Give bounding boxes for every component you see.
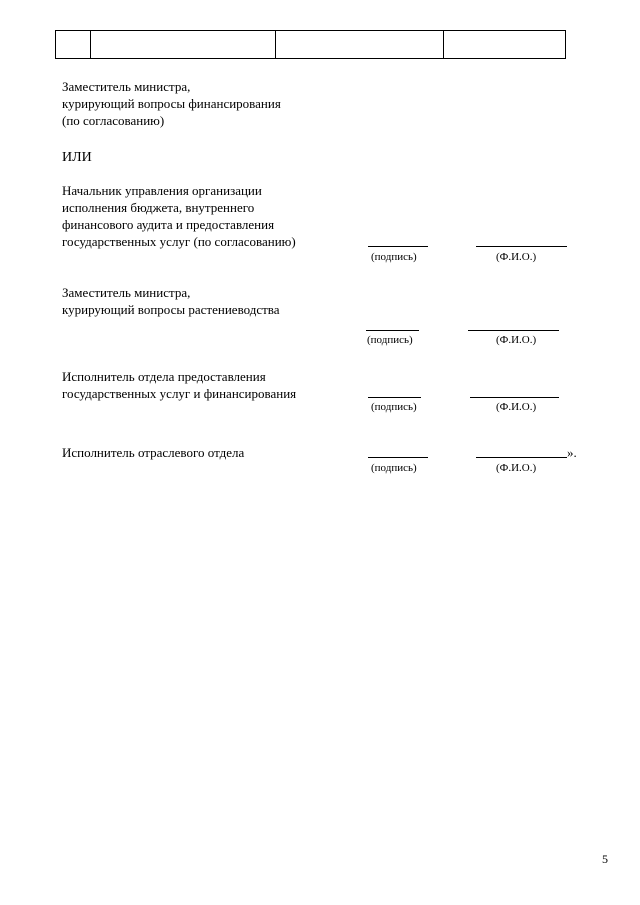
name-line — [468, 330, 559, 331]
table-row — [56, 31, 566, 59]
text-line: Заместитель министра, — [62, 79, 191, 94]
signature-line — [368, 246, 428, 247]
name-caption: (Ф.И.О.) — [496, 462, 537, 474]
table-cell — [444, 31, 566, 59]
executor-dept-block — [62, 368, 296, 402]
text-line: Исполнитель отдела предоставления — [62, 369, 266, 384]
text-line: государственных услуг (по согласованию) — [62, 234, 296, 249]
signature-caption: (подпись) — [367, 334, 413, 346]
executor-industry-block — [62, 444, 244, 461]
text-line: Начальник управления организации — [62, 183, 262, 198]
deputy-finance-block — [62, 78, 281, 129]
or-text: ИЛИ — [62, 150, 92, 165]
closing-suffix: ». — [567, 445, 577, 460]
signature-caption: (подпись) — [371, 462, 417, 474]
page-number: 5 — [602, 852, 608, 866]
name-caption: (Ф.И.О.) — [496, 401, 537, 413]
signature-line — [368, 457, 428, 458]
top-table — [55, 30, 566, 59]
text-line: государственных услуг и финансирования — [62, 386, 297, 401]
deputy-crops-block — [62, 284, 280, 318]
signature-line — [368, 397, 421, 398]
text-line: Заместитель министра, — [62, 285, 191, 300]
name-line — [470, 397, 559, 398]
text-line: курирующий вопросы растениеводства — [62, 302, 280, 317]
table-cell — [91, 31, 276, 59]
text-line: (по согласованию) — [62, 113, 165, 128]
name-caption: (Ф.И.О.) — [496, 251, 537, 263]
name-caption: (Ф.И.О.) — [496, 334, 537, 346]
signature-caption: (подпись) — [371, 251, 417, 263]
text-line: исполнения бюджета, внутреннего — [62, 200, 255, 215]
table-cell — [56, 31, 91, 59]
table-cell — [276, 31, 444, 59]
signature-caption: (подпись) — [371, 401, 417, 413]
name-line — [476, 246, 567, 247]
text-line: курирующий вопросы финансирования — [62, 96, 281, 111]
name-line — [476, 457, 567, 458]
text-line: Исполнитель отраслевого отдела — [62, 445, 245, 460]
head-department-block — [62, 182, 296, 250]
signature-line — [366, 330, 419, 331]
text-line: финансового аудита и предоставления — [62, 217, 275, 232]
